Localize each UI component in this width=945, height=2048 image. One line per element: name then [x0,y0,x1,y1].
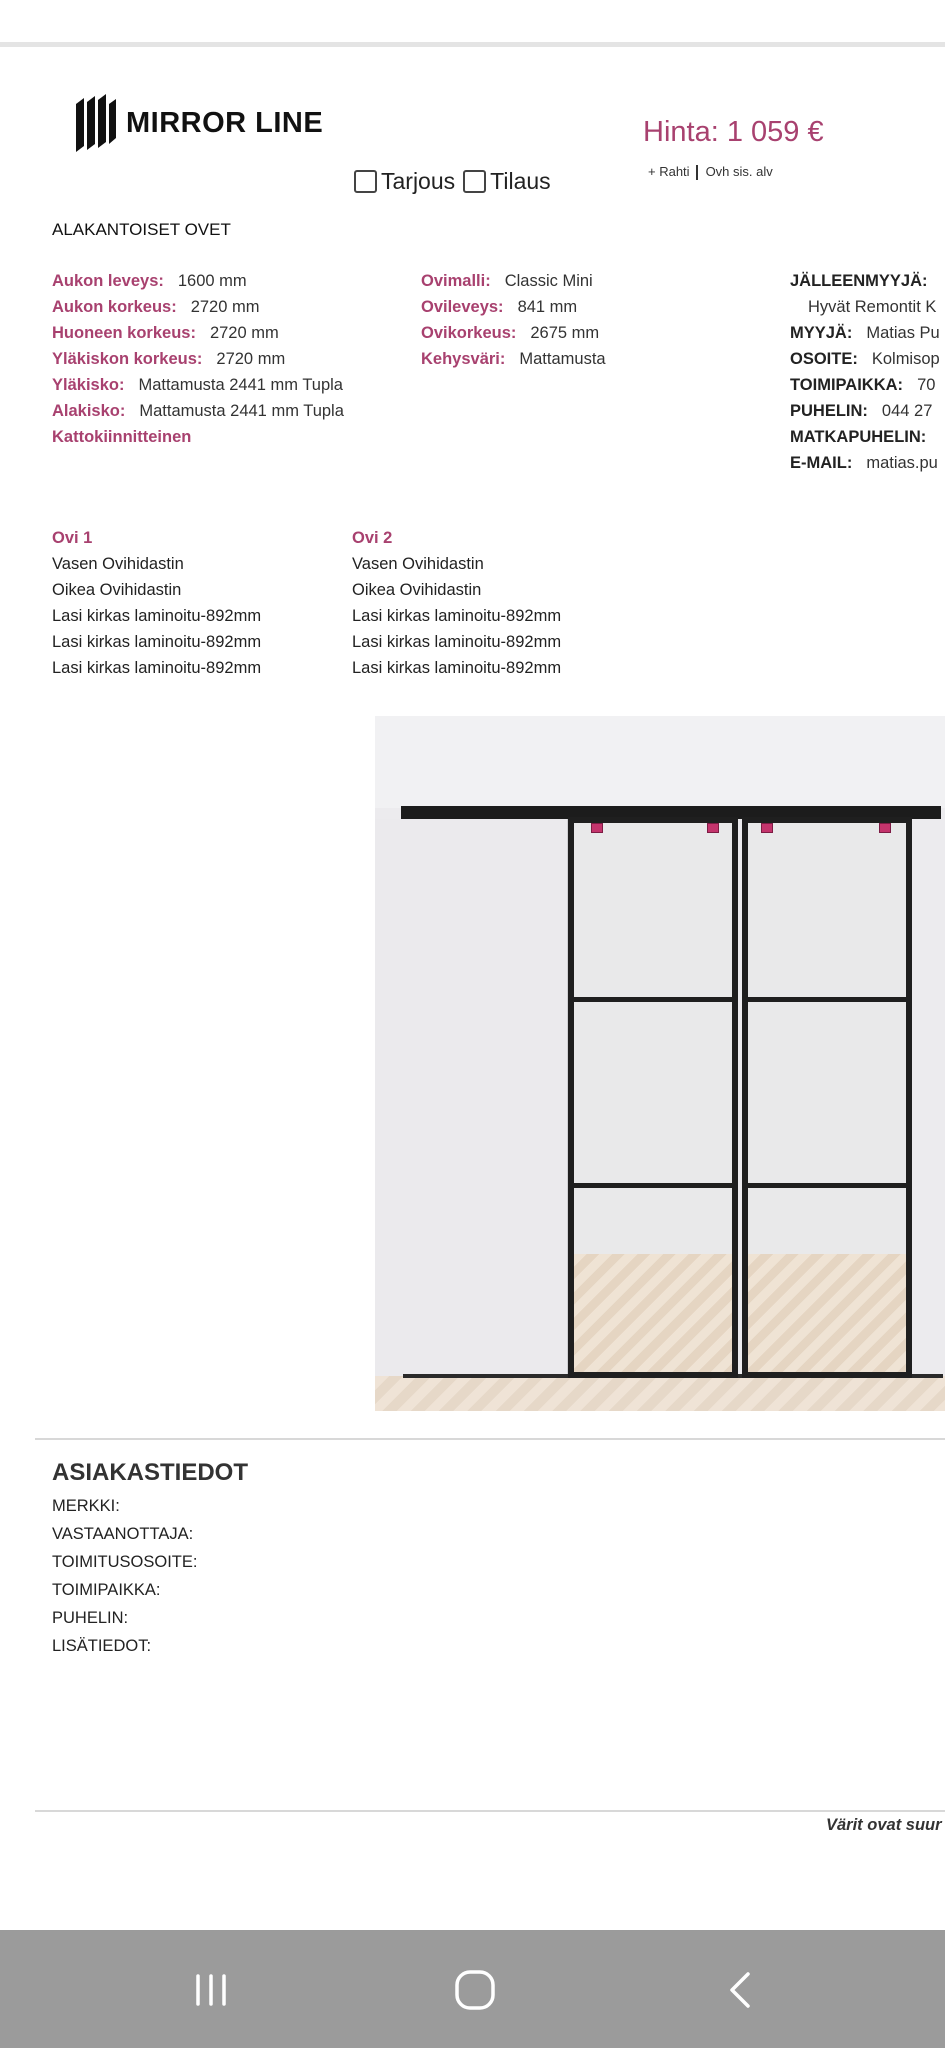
spec-row [52,424,344,450]
divider [35,1810,945,1812]
spec-row [52,268,344,294]
seller-row [790,398,940,424]
glass-reflection [748,1254,906,1372]
recent-apps-icon [189,1968,233,2012]
seller-value: 044 27 [881,402,933,420]
freight-note: + Rahti [648,164,690,179]
seller-row [790,372,940,398]
spec-value: Mattamusta [519,350,606,368]
spec-row [421,268,606,294]
spec-key: Alakisko: [52,402,126,420]
spec-value: Mattamusta 2441 mm Tupla [138,376,343,394]
spec-row [421,346,606,372]
spec-row [52,398,344,424]
list-item: Lasi kirkas laminoitu-892mm [52,607,262,625]
list-item: Lasi kirkas laminoitu-892mm [52,633,262,651]
mullion [574,1183,732,1188]
seller-key: MYYJÄ: [790,324,853,342]
spec-row [52,346,344,372]
seller-row [790,450,940,476]
status-bar-fragment [0,42,945,47]
spec-key: Ovimalli: [421,272,491,290]
spec-key: Ovikorkeus: [421,324,517,342]
spec-value: Classic Mini [504,272,593,290]
list-item: Lasi kirkas laminoitu-892mm [352,659,562,677]
sliding-door-1 [568,817,738,1378]
wall-panel [375,819,569,1376]
seller-row [790,320,940,346]
list-item: Lasi kirkas laminoitu-892mm [352,633,562,651]
spec-value: 2675 mm [530,324,600,342]
mullion [748,997,906,1002]
divider [696,165,698,180]
seller-key: E-MAIL: [790,454,853,472]
list-item: Vasen Ovihidastin [352,555,484,573]
sliding-door-2 [742,817,912,1378]
spec-key: Huoneen korkeus: [52,324,196,342]
home-icon [452,1967,498,2013]
spec-row [421,294,606,320]
spec-key: Yläkiskon korkeus: [52,350,203,368]
seller-key: PUHELIN: [790,402,868,420]
seller-key: OSOITE: [790,350,858,368]
vat-note: Ovh sis. alv [705,164,773,179]
door-model-specs [421,268,606,372]
seller-key: TOIMIPAIKKA: [790,376,904,394]
customer-field: VASTAANOTTAJA: [52,1525,194,1543]
order-checkbox[interactable] [463,170,486,193]
home-button[interactable] [440,1965,510,2015]
seller-info [790,268,940,476]
spec-key: Kehysväri: [421,350,506,368]
spec-key: Yläkisko: [52,376,125,394]
seller-value: Matias Pu [866,324,940,342]
recent-apps-button[interactable] [176,1965,246,2015]
divider [35,1438,945,1440]
seller-value: Kolmisop [871,350,940,368]
customer-field: TOIMIPAIKKA: [52,1581,161,1599]
door-title: Ovi 1 [52,529,93,547]
roller-icon [761,823,773,833]
price-notes [648,164,773,180]
list-item: Vasen Ovihidastin [52,555,184,573]
spec-row [52,372,344,398]
spec-value: 2720 mm [209,324,279,342]
seller-value: 70 [917,376,936,394]
seller-key: JÄLLEENMYYJÄ: [790,272,928,290]
brand-name: MIRROR LINE [126,106,324,139]
customer-section-title: ASIAKASTIEDOT [52,1459,249,1486]
mirror-line-logo-icon [72,94,116,152]
mullion [748,1183,906,1188]
roller-icon [879,823,891,833]
spec-key: Aukon leveys: [52,272,164,290]
quote-checkbox[interactable] [354,170,377,193]
back-icon [719,1968,763,2012]
opening-specs [52,268,344,450]
floor [375,1376,945,1411]
door-illustration [375,716,945,1411]
system-nav-bar [0,1930,945,2048]
back-button[interactable] [706,1965,776,2015]
door-title: Ovi 2 [352,529,393,547]
spec-value: 2720 mm [190,298,260,316]
brand-logo [72,94,323,152]
mullion [574,997,732,1002]
spec-key: Ovileveys: [421,298,504,316]
customer-fields [52,1492,197,1660]
spec-key: Kattokiinnitteinen [52,428,192,446]
spec-row [52,320,344,346]
price-label: Hinta: 1 059 € [643,116,824,148]
spec-row [421,320,606,346]
quote-label[interactable]: Tarjous [381,168,456,194]
seller-row [790,294,940,320]
spec-key: Aukon korkeus: [52,298,177,316]
spec-value: Mattamusta 2441 mm Tupla [139,402,344,420]
list-item: Oikea Ovihidastin [352,581,482,599]
order-type-checkboxes [354,168,551,195]
customer-field: MERKKI: [52,1497,120,1515]
seller-key: MATKAPUHELIN: [790,428,927,446]
seller-row [790,424,940,450]
customer-field: PUHELIN: [52,1609,129,1627]
color-disclaimer: Värit ovat suur [826,1816,942,1834]
customer-field: TOIMITUSOSOITE: [52,1553,198,1571]
order-label[interactable]: Tilaus [490,168,551,194]
door-1-components [52,525,261,681]
glass-reflection [574,1254,732,1372]
list-item: Lasi kirkas laminoitu-892mm [52,659,262,677]
list-item: Lasi kirkas laminoitu-892mm [352,607,562,625]
seller-value: matias.pu [866,454,938,472]
spec-value: 1600 mm [177,272,247,290]
door-2-components [352,525,561,681]
product-section-title: ALAKANTOISET OVET [52,220,231,239]
customer-field: LISÄTIEDOT: [52,1637,152,1655]
seller-row [790,346,940,372]
seller-row [790,268,940,294]
wall [375,716,945,808]
roller-icon [707,823,719,833]
spec-value: 841 mm [517,298,578,316]
list-item: Oikea Ovihidastin [52,581,182,599]
seller-value: Hyvät Remontit K [808,298,937,316]
spec-value: 2720 mm [216,350,286,368]
spec-row [52,294,344,320]
roller-icon [591,823,603,833]
